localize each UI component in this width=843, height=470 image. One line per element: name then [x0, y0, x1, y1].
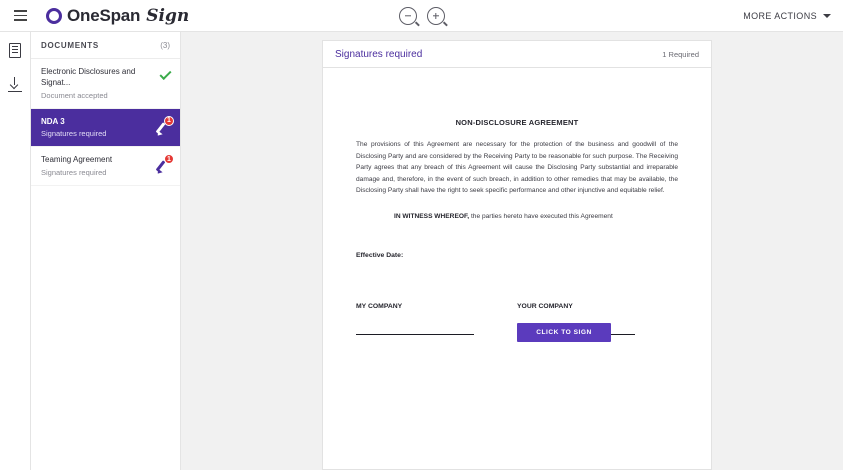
signatures-required-banner	[322, 40, 712, 67]
documents-icon[interactable]	[6, 42, 24, 60]
document-heading: NON-DISCLOSURE AGREEMENT	[455, 118, 579, 127]
my-company-signature-line	[356, 334, 474, 335]
more-actions-button[interactable]	[743, 11, 831, 21]
zoom-controls	[399, 7, 445, 25]
more-actions-label: MORE ACTIONS	[743, 10, 817, 21]
hamburger-menu-icon[interactable]	[4, 0, 36, 32]
my-company-column	[356, 303, 517, 335]
brand-script: Sign	[146, 5, 190, 26]
witness-rest: the parties hereto have executed this Agreement	[469, 212, 613, 220]
left-icon-rail	[0, 32, 31, 470]
chevron-down-icon	[823, 14, 831, 18]
documents-panel-title: DOCUMENTS	[41, 40, 99, 50]
download-icon[interactable]	[6, 76, 24, 94]
banner-title: Signatures required	[335, 48, 423, 60]
document-name: NDA 3	[41, 116, 65, 126]
brand-logo	[46, 6, 189, 26]
witness-clause	[356, 213, 678, 220]
top-bar	[0, 0, 843, 32]
brand-name: OneSpan	[67, 5, 141, 25]
document-status: Document accepted	[41, 90, 108, 100]
document-name: Teaming Agreement	[41, 155, 113, 165]
my-company-label: MY COMPANY	[356, 302, 403, 310]
document-name: Electronic Disclosures and Signat...	[41, 67, 136, 87]
document-status: Signatures required	[41, 168, 107, 178]
documents-panel-header	[31, 32, 180, 59]
click-to-sign-button[interactable]: CLICK TO SIGN	[517, 323, 611, 342]
status-badge: 1	[164, 116, 174, 126]
onespan-circle-icon	[46, 8, 62, 24]
document-status: Signatures required	[41, 129, 107, 139]
documents-panel	[31, 32, 181, 470]
your-company-label: YOUR COMPANY	[517, 302, 573, 310]
list-item[interactable]	[31, 147, 180, 186]
effective-date-label: Effective Date:	[356, 251, 404, 259]
list-item[interactable]	[31, 109, 180, 148]
pen-icon	[153, 118, 173, 138]
document-paragraph: The provisions of this Agreement are necessary for the protection of the business and goodwill of the Disclosing Party and are considered by the Receiving Party to be reasonable for such purpose. The Receiving Party agrees that any breach of this Agreement will cause the Disclosing Party substantial and irreparable damage and, therefore, in the event of such breach, in addition to other remedies that may be available, the Disclosing Party shall have the right to seek specific performance and other injunctive and equitable relief.	[356, 141, 678, 195]
your-company-column	[517, 303, 678, 335]
pen-icon	[153, 156, 173, 176]
list-item[interactable]	[31, 59, 180, 109]
document-viewer	[181, 32, 843, 470]
check-icon	[159, 68, 171, 80]
banner-required-count: 1 Required	[662, 49, 699, 59]
zoom-in-icon[interactable]	[427, 7, 445, 25]
signature-row	[356, 303, 678, 335]
document-page	[322, 67, 712, 470]
documents-count: (3)	[160, 40, 170, 50]
status-badge: 1	[164, 154, 174, 164]
zoom-out-icon[interactable]	[399, 7, 417, 25]
witness-bold: IN WITNESS WHEREOF,	[394, 212, 470, 220]
